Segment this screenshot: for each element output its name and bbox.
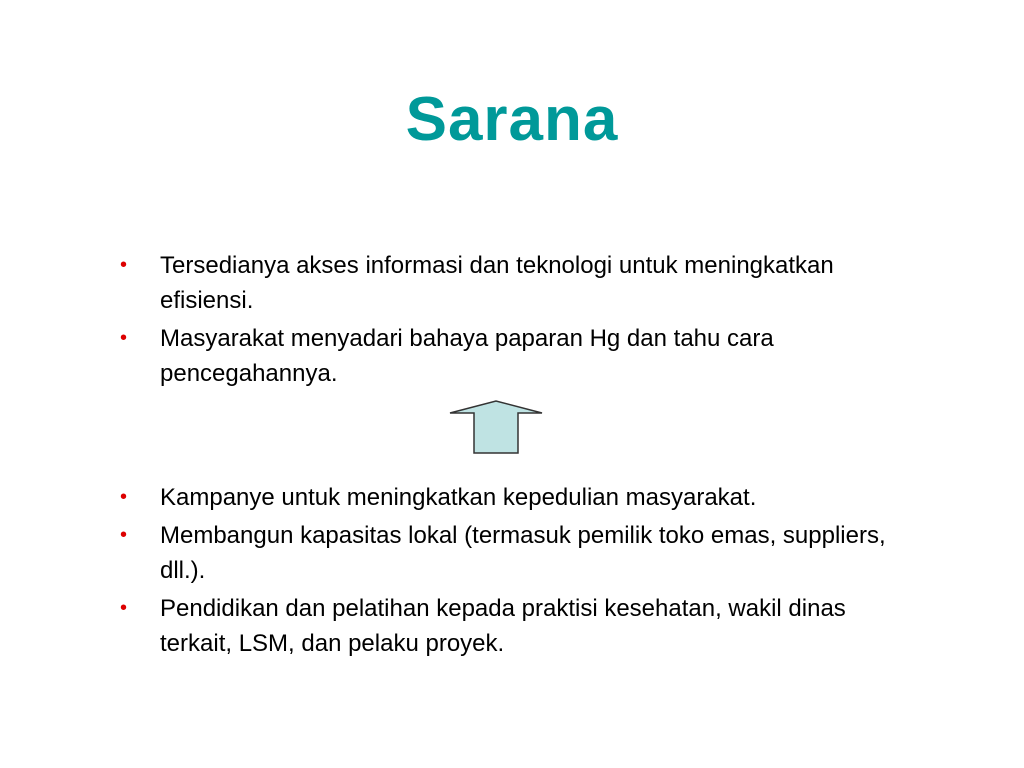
list-item	[118, 591, 918, 661]
list-item	[118, 480, 918, 515]
bullet-text: Masyarakat menyadari bahaya paparan Hg dan tahu cara pencegahannya.	[160, 325, 774, 387]
list-item	[118, 248, 918, 318]
bottom-bullet-list	[118, 480, 918, 664]
up-arrow-shape	[450, 401, 542, 453]
bullet-text: Pendidikan dan pelatihan kepada praktisi kesehatan, wakil dinas terkait, LSM, dan pelaku proyek.	[160, 595, 846, 657]
bullet-icon: •	[120, 327, 128, 349]
bullet-text: Tersedianya akses informasi dan teknologi untuk meningkatkan efisiensi.	[160, 252, 834, 314]
bullet-icon: •	[120, 486, 128, 508]
list-item	[118, 321, 918, 391]
slide-title: Sarana	[405, 85, 619, 154]
bullet-icon: •	[120, 597, 128, 619]
up-arrow-icon	[448, 399, 544, 455]
bullet-icon: •	[120, 524, 128, 546]
bullet-text: Kampanye untuk meningkatkan kepedulian masyarakat.	[160, 484, 757, 511]
top-bullet-list	[118, 248, 918, 394]
bullet-text: Membangun kapasitas lokal (termasuk pemilik toko emas, suppliers, dll.).	[160, 522, 886, 584]
up-arrow-svg	[448, 399, 544, 455]
bullet-icon: •	[120, 254, 128, 276]
list-item	[118, 518, 918, 588]
